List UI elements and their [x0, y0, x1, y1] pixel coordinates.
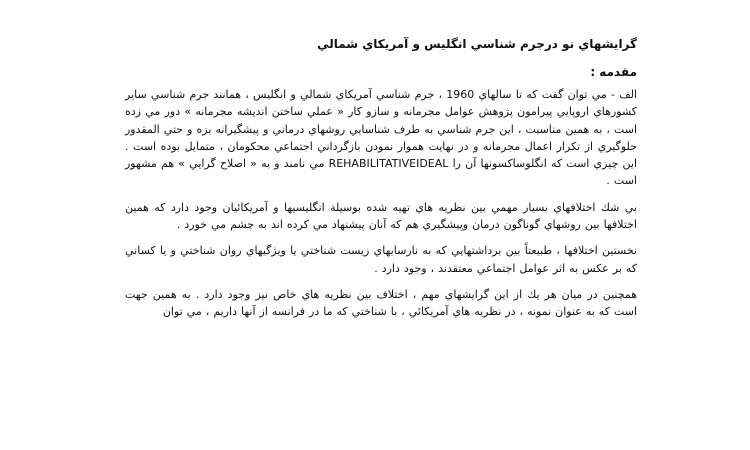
- paragraph-2: بي شك اختلافهاي بسيار مهمي بين نظريه هاي تهيه شده بوسيلة انگليسيها و آمريكائيان وجود دارد كه همين اختلافها بين روشهاي گوناگون درمان وپيشگيري هم كه آنان پيشنهاد مي كرده اند به چشم مي خورد .: [125, 200, 637, 232]
- document-page: [125, 36, 637, 330]
- paragraph-3: نخستين اختلافها ، طبيعتاً بين برداشتهايي كه به نارسايهاي زيست شناختي يا ويژگيهاي روان شناختي و يا كساني كه بر عكس به اثر عوامل اجتماعي معتقدند ، وجود دارد .: [125, 244, 637, 275]
- section-heading: مقدمه :: [590, 65, 637, 79]
- document-title: گرايشهاي نو درجرم شناسي انگليس و آمريكاي شمالي: [317, 37, 637, 51]
- paragraph-4: همچنين در ميان هر يك از اين گرايشهاي مهم ، اختلاف بين نظريه هاي خاص نيز وجود دارد . به همين جهت است كه به عنوان نمونه ، در نظريه هاي آمريكائي ، با شناختي كه ما در فرانسه از آنها داريم ، مي توان: [125, 287, 637, 319]
- paragraph-1: الف - مي توان گفت كه تا سالهاي 1960 ، جرم شناسي آمريكاي شمالي و انگليس ، همانند جرم شناسي ساير كشورهاي اروپايي پيرامون پژوهش عوامل مجرمانه و سازو كار « عملي ساختن انديشه مجرمانه » دور مي زده است ، به همين مناسبت ، اين جرم شناسي به طرف شناسايي روشهاي درماني و پيشگيرانه بزه و حتي المقدور جلوگيري از تكرار اعمال مجرمانه و در نهايت هموار نمودن بازگرداني اجتماعي محكومان ، متمايل بوده است . اين چيزي است كه انگلوساكسونها آن را REHABILITATIVEIDEAL مي نامند و به « اصلاح گرايي » هم مشهور است .: [125, 88, 637, 188]
